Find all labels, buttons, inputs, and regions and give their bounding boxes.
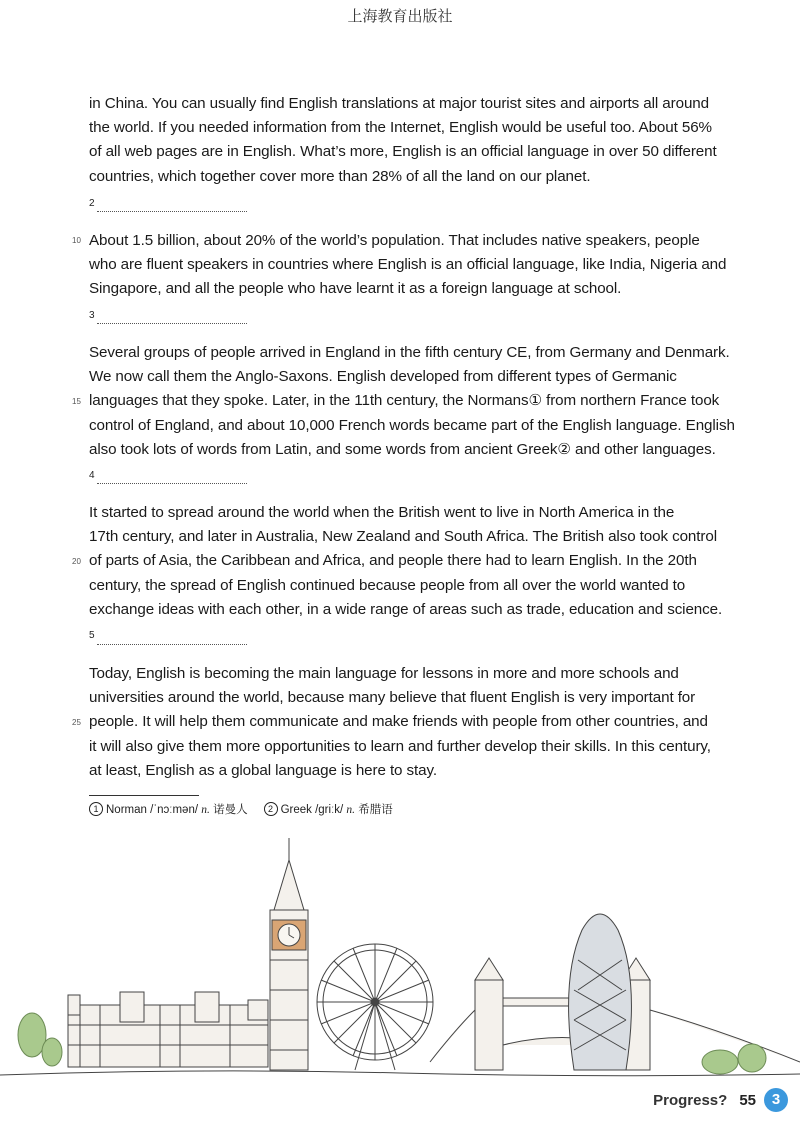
footnote-ipa: /ɡriːk/ [315,804,344,816]
footnote-rule [89,795,199,796]
text-line: languages that they spoke. Later, in the 11th century, the Normans① from northern France took [89,392,720,410]
answer-blank[interactable] [97,483,247,484]
footnote-meaning: 诺曼人 [213,804,248,816]
question-number: 4 [89,470,95,481]
question-number: 3 [89,310,95,321]
paragraph-5 [89,662,749,783]
footnote-word: Norman [106,804,147,816]
line-number: 20 [72,557,81,566]
progress-label: Progress? [653,1091,728,1109]
answer-blank[interactable] [97,323,247,324]
question-number: 2 [89,198,95,209]
text-line: people. It will help them communicate and make friends with people from other countries, and [89,713,708,731]
answer-blank[interactable] [97,644,247,645]
text-line: countries, which together cover more than 28% of all the land on our planet. [89,167,591,185]
text-line: the world. If you needed information from the Internet, English would be useful too. About 56% [89,119,712,137]
text-line: it will also give them more opportunities to learn and further develop their skills. In this century, [89,737,711,755]
london-eye [317,944,433,1070]
text-line: who are fluent speakers in countries where English is an official language, like India, Nigeria and [89,256,727,274]
footnote-pos: n. [346,804,356,816]
paragraph-2 [89,229,749,302]
footnote-meaning: 希腊语 [358,804,393,816]
footnote-marker: 2 [264,802,278,816]
paragraph-4 [89,501,749,622]
page-number: 55 [739,1091,756,1109]
text-line: Singapore, and all the people who have learnt it as a foreign language at school. [89,280,622,298]
text-line: in China. You can usually find English translations at major tourist sites and airports all around [89,95,709,112]
answer-blank[interactable] [97,211,247,212]
text-line: century, the spread of English continued because people from all over the world wanted to [89,576,686,594]
text-line: at least, English as a global language is here to stay. [89,761,437,779]
text-line: We now call them the Anglo-Saxons. English developed from different types of Germanic [89,368,677,386]
text-line: of all web pages are in English. What’s more, English is an official language in over 50 different [89,143,717,161]
question-number: 5 [89,630,95,641]
paragraph-3 [89,341,749,462]
text-line: Today, English is becoming the main language for lessons in more and more schools and [89,665,679,682]
publisher-header: 上海教育出版社 [347,7,453,25]
footnote-word: Greek [280,804,312,816]
gherkin-building [569,914,632,1070]
text-line: control of England, and about 10,000 French words became part of the English language. English [89,416,735,434]
text-line: of parts of Asia, the Caribbean and Africa, and people there had to learn English. In the 20th [89,552,697,570]
text-line: also took lots of words from Latin, and some words from ancient Greek② and other languages. [89,440,716,458]
big-ben-tower [270,838,308,1070]
text-line: Several groups of people arrived in England in the fifth century CE, from Germany and Denmark. [89,344,730,361]
text-line: About 1.5 billion, about 20% of the world’s population. That includes native speakers, people [89,232,700,249]
page-footer [653,1088,788,1112]
footnote-marker: 1 [89,802,103,816]
footnotes [89,801,393,817]
text-line: It started to spread around the world when the British went to live in North America in the [89,504,675,521]
text-line: exchange ideas with each other, in a wide range of areas such as trade, education and science. [89,600,723,618]
line-number: 10 [72,236,81,245]
unit-badge: 3 [764,1088,788,1112]
text-line: universities around the world, because many believe that fluent English is very important for [89,689,696,707]
ground-line [0,1071,800,1076]
line-number: 15 [72,397,81,406]
footnote-pos: n. [201,804,210,816]
footnote-ipa: /ˈnɔːmən/ [150,804,199,816]
london-skyline-illustration [0,830,800,1090]
parliament-building [68,992,268,1067]
tree-icon [702,1044,766,1074]
tree-icon [18,1013,62,1066]
text-line: 17th century, and later in Australia, New Zealand and South Africa. The British also took control [89,528,717,546]
paragraph-1 [89,92,749,189]
line-number: 25 [72,718,81,727]
